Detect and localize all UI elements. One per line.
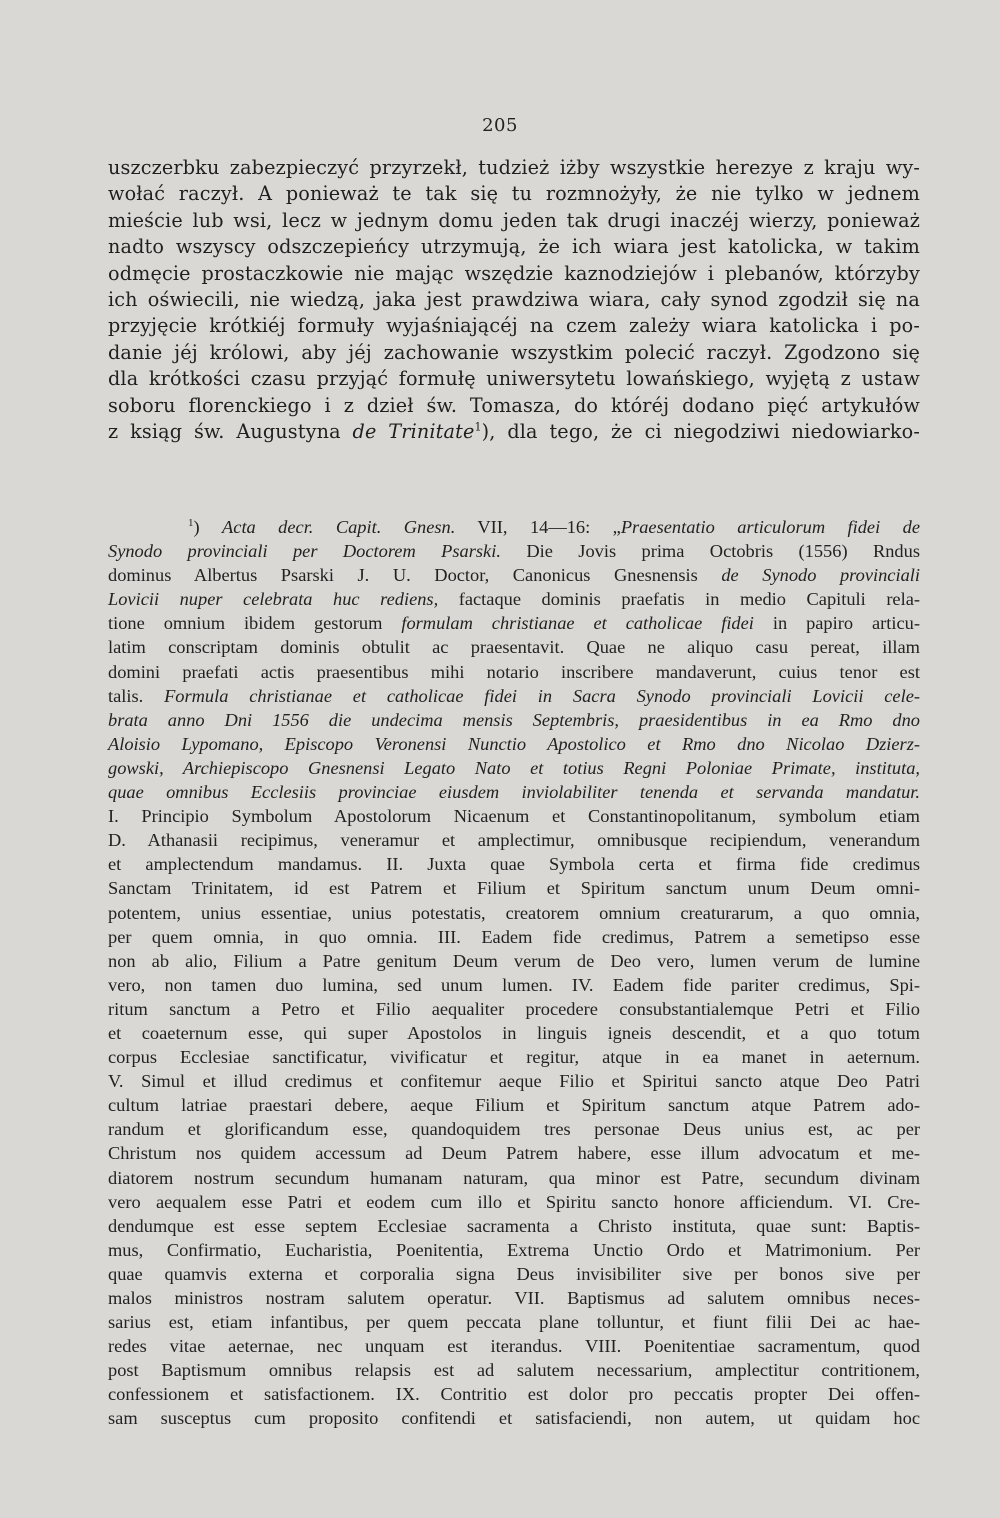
footnote-line [108,1358,920,1382]
text-segment: tione omnium ibidem gestorum [108,613,402,634]
page-number: 205 [482,115,518,136]
footnote-marker: 1 [188,516,194,529]
text-segment: Christum nos quidem accessum ad Deum Patrem habere, esse illum advocatum et me- [108,1143,920,1164]
footnote-line [108,1166,920,1190]
footnote-line [108,563,920,587]
text-segment: dendumque est esse septem Ecclesiae sacramenta a Christo instituta, quae sunt: Baptis- [108,1215,920,1236]
text-segment: corpus Ecclesiae sanctificatur, vivificatur et regitur, atque in ea manet in aeternum. [108,1047,920,1068]
footnote-line [108,732,920,756]
text-segment: et amplectendum mandamus. II. Juxta quae Symbola certa et firma fide credimus [108,854,920,875]
text-segment: potentem, unius essentiae, unius potestatis, creatorem omnium creaturarum, a quo omnia, [108,902,920,923]
text-segment: vero aequalem esse Patri et eodem cum illo et Spiritu sancto honore afficiendum. VI. Cre- [108,1191,920,1212]
text-segment: sarius est, etiam infantibus, per quem peccata plane tolluntur, et fiunt filii Dei ac hae- [108,1312,920,1333]
footnote-line [108,539,920,563]
text-segment: sam susceptus cum proposito confitendi et satisfaciendi, non autem, ut quidam hoc [108,1408,920,1429]
footnote-line [108,635,920,659]
body-line [108,366,920,392]
footnote-line [108,515,920,539]
footnote-line [108,1069,920,1093]
footnote-line [108,1406,920,1430]
text-segment: mus, Confirmatio, Eucharistia, Poenitentia, Extrema Unctio Ordo et Matrimonium. Per [108,1239,920,1260]
text-segment: mieście lub wsi, lecz w jednym domu jeden tak drugi inaczéj wierzy, ponieważ [108,208,920,232]
italic-text: de Trinitate [352,419,475,443]
text-segment: I. Principio Symbolum Apostolorum Nicaenum et Constantinopolitanum, symbolum etiam [108,806,920,827]
italic-text: de Synodo provinciali [721,565,920,586]
text-segment: ) [193,517,223,537]
text-segment: confessionem et satisfactionem. IX. Contritio est dolor pro peccatis propter Dei offen- [108,1384,920,1405]
body-line [108,261,920,287]
text-segment: V. Simul et illud credimus et confitemur aeque Filio et Spiritui sancto atque Deo Patri [108,1071,920,1092]
text-segment: et coaeternum esse, qui super Apostolos in linguis igneis descendit, et a quo totum [108,1022,920,1043]
text-segment: dominus Albertus Psarski J. U. Doctor, Canonicus Gnesnensis [108,565,722,586]
text-segment: non ab alio, Filium a Patre genitum Deum verum de Deo vero, lumen verum de lumine [108,950,920,971]
text-segment: post Baptismum omnibus relapsis est ad salutem necessarium, amplectitur contritionem, [108,1360,920,1381]
text-segment: przyjęcie krótkiéj formuły wyjaśniającéj na czem zależy wiara katolicka i po- [108,314,920,338]
footnote-line [108,852,920,876]
text-segment: quae quamvis externa et corporalia signa Deus invisibiliter sive per bonos sive per [108,1263,920,1284]
body-line [108,155,920,181]
text-segment: z ksiąg św. Augustyna [108,419,353,443]
text-segment: domini praefati actis praesentibus mihi notario inscribere mandaverunt, cuius tenor est [108,661,920,682]
footnote-line [108,756,920,780]
text-segment: in papiro articu- [753,613,920,634]
footnote-line [108,1117,920,1141]
italic-text: Formula christianae et catholicae fidei in Sacra Synodo provinciali Lovicii cele- [164,685,920,706]
footnote-marker: 1 [474,420,482,434]
footnote-line [108,1310,920,1334]
footnote-line [108,925,920,949]
footnote-line [108,828,920,852]
footnote-line [108,949,920,973]
footnote-line [108,1045,920,1069]
italic-text: Lovicii nuper celebrata huc rediens, [108,589,439,610]
text-segment: odmęcie prostaczkowie nie mając wszędzie kaznodziejów i plebanów, którzyby [108,261,920,285]
text-segment: ich oświecili, nie wiedzą, jaka jest prawdziwa wiara, cały synod zgodził się na [108,287,920,311]
footnote-line [108,1141,920,1165]
text-segment: randum et glorificandum esse, quandoquidem tres personae Deus unius est, ac per [108,1119,920,1140]
footnote-line [108,780,920,804]
footnote-line [108,1214,920,1238]
text-segment: dla krótkości czasu przyjąć formułę uniwersytetu lowańskiego, wyjętą z ustaw [108,367,920,391]
body-line [108,313,920,339]
text-segment: Sanctam Trinitatem, id est Patrem et Filium et Spiritum sanctum unum Deum omni- [108,878,920,899]
text-segment: VII, 14—16: „ [455,517,621,537]
text-segment: latim conscriptam dominis obtulit ac praesentavit. Quae ne aliquo casu pereat, illam [108,637,920,658]
text-segment: talis. [108,685,165,706]
footnote-text [108,515,920,1431]
main-text [108,155,920,445]
footnote-line [108,1286,920,1310]
italic-text: Synodo provinciali per Doctorem Psarski. [108,541,501,562]
text-segment: factaque dominis praefatis in medio Capituli rela- [438,589,920,610]
body-line [108,234,920,260]
body-line [108,393,920,419]
body-line [108,287,920,313]
italic-text: Acta decr. Capit. Gnesn. [222,517,456,537]
italic-text: gowski, Archiepiscopo Gnesnensi Legato Nato et totius Regni Poloniae Primate, instituta, [108,757,920,778]
italic-text: brata anno Dni 1556 die undecima mensis Septembris, praesidentibus in ea Rmo dno [108,709,920,730]
text-segment: uszczerbku zabezpieczyć przyrzekł, tudzież iżby wszystkie herezye z kraju wy- [108,156,920,179]
footnote-line [108,1190,920,1214]
text-segment: vero, non tamen duo lumina, sed unum lumen. IV. Eadem fide pariter credimus, Spi- [108,974,920,995]
text-segment: malos ministros nostram salutem operatur. VII. Baptismus ad salutem omnibus neces- [108,1288,920,1308]
footnote-line [108,660,920,684]
text-segment: redes vitae aeternae, nec unquam est iterandus. VIII. Poenitentiae sacramentum, quod [108,1336,920,1357]
footnote-line [108,901,920,925]
footnote-line [108,587,920,611]
text-segment: nadto wszyscy odszczepieńcy utrzymują, że ich wiara jest katolicka, w takim [108,235,920,259]
footnote-line [108,876,920,900]
text-segment: Die Jovis prima Octobris (1556) Rndus [500,541,920,562]
footnote-line [108,1093,920,1117]
footnote-line [108,611,920,635]
text-segment: danie jéj królowi, aby jéj zachowanie wszystkim polecić raczył. Zgodzono się [108,340,920,364]
footnote-line [108,1334,920,1358]
footnote-line [108,1382,920,1406]
italic-text: formulam christianae et catholicae fidei [401,613,754,634]
footnote-line [108,1238,920,1262]
text-segment: ritum sanctum a Petro et Filio aequaliter procedere consubstantialemque Petri et Filio [108,998,920,1019]
body-line [108,181,920,207]
body-line [108,340,920,366]
footnote-line [108,1021,920,1045]
body-line [108,419,920,445]
text-segment: cultum latriae praestari debere, aeque Filium et Spiritum sanctum atque Patrem ado- [108,1095,920,1116]
footnote-line [108,684,920,708]
text-segment: ), dla tego, że ci niegodziwi niedowiarko- [481,419,920,443]
footnote-line [108,1262,920,1286]
italic-text: quae omnibus Ecclesiis provinciae eiusdem inviolabiliter tenenda et servanda mandatur. [108,782,920,803]
footnote-line [108,997,920,1021]
text-segment: wołać raczył. A ponieważ te tak się tu rozmnożyły, że nie tylko w jednem [108,182,920,206]
text-segment: diatorem nostrum secundum humanam naturam, qua minor est Patre, secundum divinam [108,1167,920,1188]
italic-text: Praesentatio articulorum fidei de [620,517,920,537]
italic-text: Aloisio Lypomano, Episcopo Veronensi Nunctio Apostolico et Rmo dno Nicolao Dzierz- [108,733,920,754]
footnote-line [108,973,920,997]
body-line [108,208,920,234]
footnote-line [108,708,920,732]
text-segment: D. Athanasii recipimus, veneramur et amplectimur, omnibusque recipiendum, venerandum [108,830,920,851]
footnote-line [108,804,920,828]
text-segment: per quem omnia, in quo omnia. III. Eadem fide credimus, Patrem a semetipso esse [108,926,920,947]
text-segment: soboru florenckiego i z dzieł św. Tomasza, do któréj dodano pięć artykułów [108,393,920,417]
